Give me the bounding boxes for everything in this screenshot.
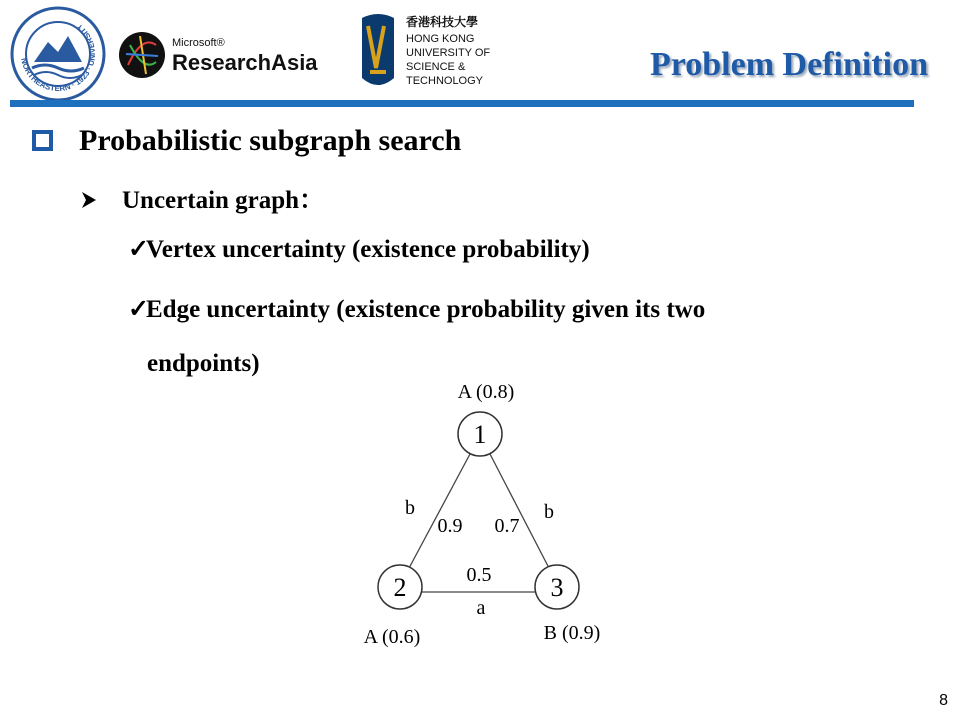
node-2-label: A (0.6) [363, 626, 421, 648]
check1-text: Vertex uncertainty (existence probability) [146, 236, 590, 263]
edge-1-2-prob: 0.9 [437, 515, 463, 537]
check2-text-line2: endpoints) [147, 350, 260, 377]
edge-2-3-label: a [476, 597, 486, 619]
edge-1-3-prob: 0.7 [494, 515, 520, 537]
node-3-label: B (0.9) [543, 622, 601, 644]
check2-text-line1: Edge uncertainty (existence probability given its two [146, 296, 706, 323]
node-3-id: 3 [550, 573, 564, 602]
bullet1-text: Probabilistic subgraph search [79, 124, 462, 157]
checkmark-icon: ✓ [128, 296, 149, 323]
svg-text:HONG KONG: HONG KONG [406, 33, 475, 45]
bullet-probabilistic-subgraph-search [32, 124, 461, 158]
svg-text:UNIVERSITY OF: UNIVERSITY OF [406, 47, 491, 59]
edge-1-3-label: b [544, 501, 554, 523]
check-item-vertex [128, 234, 590, 264]
svg-text:SCIENCE &: SCIENCE & [406, 61, 466, 73]
uncertain-graph-diagram [340, 370, 640, 660]
hkust-logo-icon [358, 8, 518, 98]
svg-text:香港科技大學: 香港科技大學 [406, 15, 479, 29]
svg-text:TECHNOLOGY: TECHNOLOGY [406, 75, 484, 87]
page-title: Problem Definition [650, 46, 928, 83]
svg-text:Microsoft®: Microsoft® [172, 37, 225, 49]
node-1-label: A (0.8) [457, 381, 515, 403]
arrow-bullet-icon [80, 188, 122, 212]
svg-text:NORTHEASTERN · 1923 · UNIVERSI: NORTHEASTERN · 1923 · UNIVERSITY [19, 22, 98, 94]
node-2-id: 2 [393, 573, 407, 602]
northeastern-university-seal-icon [8, 4, 108, 104]
title-rule [10, 100, 914, 107]
svg-text:ResearchAsia: ResearchAsia [172, 50, 318, 75]
check-item-edge-continued [147, 350, 260, 378]
edge-1-3 [490, 454, 550, 570]
checkmark-icon: ✓ [128, 236, 149, 263]
microsoft-research-asia-logo-icon [118, 30, 350, 80]
edge-1-2 [408, 454, 470, 570]
check-item-edge [128, 294, 705, 324]
node-1-id: 1 [473, 420, 487, 449]
bullet2-text: Uncertain graph： [122, 187, 325, 214]
square-bullet-icon [32, 130, 53, 151]
edge-2-3-prob: 0.5 [466, 564, 492, 586]
edge-1-2-label: b [405, 497, 415, 519]
bullet-uncertain-graph [80, 180, 324, 216]
page-number: 8 [939, 692, 948, 709]
